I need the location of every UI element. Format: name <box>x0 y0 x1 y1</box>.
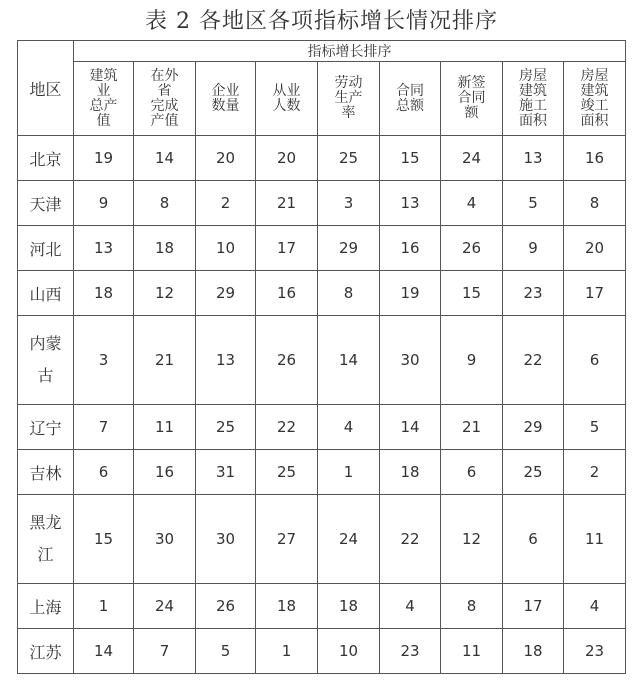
rank-cell: 26 <box>441 226 503 271</box>
rank-cell: 6 <box>74 450 134 495</box>
column-header-labor-productivity: 劳动 生产 率 <box>334 75 363 121</box>
rank-cell: 2 <box>564 450 626 495</box>
rank-cell: 16 <box>256 271 318 316</box>
rank-cell: 14 <box>380 405 441 450</box>
rank-cell: 13 <box>380 181 441 226</box>
region-cell: 黑龙 江 <box>18 495 74 584</box>
rank-cell: 6 <box>503 495 564 584</box>
rank-cell: 16 <box>134 450 196 495</box>
table-row <box>18 136 626 181</box>
rank-cell: 11 <box>564 495 626 584</box>
rank-cell: 17 <box>564 271 626 316</box>
rank-cell: 4 <box>380 584 441 629</box>
rank-cell: 18 <box>318 584 380 629</box>
rank-cell: 14 <box>318 316 380 405</box>
rank-cell: 4 <box>441 181 503 226</box>
column-header-enterprise-count: 企业 数量 <box>211 82 240 114</box>
column-header-new-contracts: 新签 合同 额 <box>457 75 486 121</box>
rank-cell: 23 <box>564 629 626 674</box>
rank-cell: 5 <box>196 629 256 674</box>
rank-cell: 23 <box>503 271 564 316</box>
rank-cell: 26 <box>196 584 256 629</box>
region-cell: 内蒙 古 <box>18 316 74 405</box>
rank-cell: 19 <box>74 136 134 181</box>
rank-cell: 9 <box>74 181 134 226</box>
rank-cell: 4 <box>318 405 380 450</box>
rank-cell: 1 <box>74 584 134 629</box>
rank-cell: 21 <box>441 405 503 450</box>
rank-cell: 15 <box>74 495 134 584</box>
rank-cell: 7 <box>74 405 134 450</box>
rank-cell: 27 <box>256 495 318 584</box>
rank-cell: 8 <box>134 181 196 226</box>
region-cell: 吉林 <box>18 450 74 495</box>
region-cell: 辽宁 <box>18 405 74 450</box>
rank-cell: 19 <box>380 271 441 316</box>
rank-cell: 18 <box>134 226 196 271</box>
table-body <box>18 136 626 674</box>
rank-cell: 2 <box>196 181 256 226</box>
table-row <box>18 405 626 450</box>
rank-cell: 11 <box>134 405 196 450</box>
rank-cell: 12 <box>441 495 503 584</box>
rank-cell: 10 <box>318 629 380 674</box>
rank-cell: 3 <box>318 181 380 226</box>
table-row <box>18 316 626 405</box>
rank-cell: 25 <box>196 405 256 450</box>
rank-cell: 5 <box>564 405 626 450</box>
rank-cell: 1 <box>256 629 318 674</box>
rank-cell: 13 <box>196 316 256 405</box>
rank-cell: 20 <box>256 136 318 181</box>
indicator-group-header: 指标增长排序 <box>74 41 626 62</box>
region-cell: 山西 <box>18 271 74 316</box>
rank-cell: 29 <box>503 405 564 450</box>
rank-cell: 8 <box>564 181 626 226</box>
rank-cell: 18 <box>74 271 134 316</box>
rank-cell: 6 <box>564 316 626 405</box>
rank-cell: 16 <box>564 136 626 181</box>
rank-cell: 20 <box>564 226 626 271</box>
table-row <box>18 226 626 271</box>
rank-cell: 14 <box>74 629 134 674</box>
rank-cell: 25 <box>503 450 564 495</box>
rank-cell: 30 <box>134 495 196 584</box>
column-header-contract-total: 合同 总额 <box>396 82 424 114</box>
column-header-completed-area: 房屋 建筑 竣工 面积 <box>580 67 609 129</box>
rank-cell: 9 <box>441 316 503 405</box>
region-column-header: 地区 <box>18 41 74 136</box>
rank-cell: 22 <box>380 495 441 584</box>
rank-cell: 24 <box>441 136 503 181</box>
table-row <box>18 271 626 316</box>
table-row <box>18 181 626 226</box>
rank-cell: 13 <box>503 136 564 181</box>
rank-cell: 16 <box>380 226 441 271</box>
region-cell: 江苏 <box>18 629 74 674</box>
rank-cell: 23 <box>380 629 441 674</box>
table-caption: 表 2 各地区各项指标增长情况排序 <box>145 9 498 34</box>
rank-cell: 5 <box>503 181 564 226</box>
rank-cell: 12 <box>134 271 196 316</box>
table-row <box>18 495 626 584</box>
rank-cell: 11 <box>441 629 503 674</box>
rank-cell: 7 <box>134 629 196 674</box>
region-cell: 天津 <box>18 181 74 226</box>
rank-cell: 31 <box>196 450 256 495</box>
rank-cell: 9 <box>503 226 564 271</box>
column-header-construction-area: 房屋 建筑 施工 面积 <box>519 67 547 129</box>
rank-cell: 21 <box>256 181 318 226</box>
rank-cell: 3 <box>74 316 134 405</box>
rank-cell: 30 <box>196 495 256 584</box>
rank-cell: 14 <box>134 136 196 181</box>
rank-cell: 24 <box>318 495 380 584</box>
region-cell: 河北 <box>18 226 74 271</box>
table-row <box>18 629 626 674</box>
rank-cell: 15 <box>380 136 441 181</box>
rank-cell: 6 <box>441 450 503 495</box>
rank-cell: 24 <box>134 584 196 629</box>
table-row <box>18 450 626 495</box>
rank-cell: 21 <box>134 316 196 405</box>
rank-cell: 29 <box>318 226 380 271</box>
region-cell: 北京 <box>18 136 74 181</box>
rank-cell: 29 <box>196 271 256 316</box>
rank-cell: 22 <box>256 405 318 450</box>
rank-cell: 18 <box>380 450 441 495</box>
rank-cell: 25 <box>318 136 380 181</box>
rank-cell: 10 <box>196 226 256 271</box>
rank-cell: 8 <box>441 584 503 629</box>
rank-cell: 4 <box>564 584 626 629</box>
column-header-out-of-province-output: 在外 省 完成 产值 <box>150 67 179 129</box>
rank-cell: 8 <box>318 271 380 316</box>
rank-cell: 17 <box>503 584 564 629</box>
table-row <box>18 584 626 629</box>
rank-cell: 22 <box>503 316 564 405</box>
rank-cell: 13 <box>74 226 134 271</box>
column-header-employees: 从业 人数 <box>272 82 301 114</box>
rank-cell: 30 <box>380 316 441 405</box>
rank-cell: 25 <box>256 450 318 495</box>
region-cell: 上海 <box>18 584 74 629</box>
rank-cell: 15 <box>441 271 503 316</box>
ranking-table <box>17 40 626 674</box>
rank-cell: 1 <box>318 450 380 495</box>
rank-cell: 18 <box>503 629 564 674</box>
column-header-total-output: 建筑 业 总产 值 <box>89 67 118 129</box>
rank-cell: 17 <box>256 226 318 271</box>
rank-cell: 20 <box>196 136 256 181</box>
rank-cell: 18 <box>256 584 318 629</box>
rank-cell: 26 <box>256 316 318 405</box>
